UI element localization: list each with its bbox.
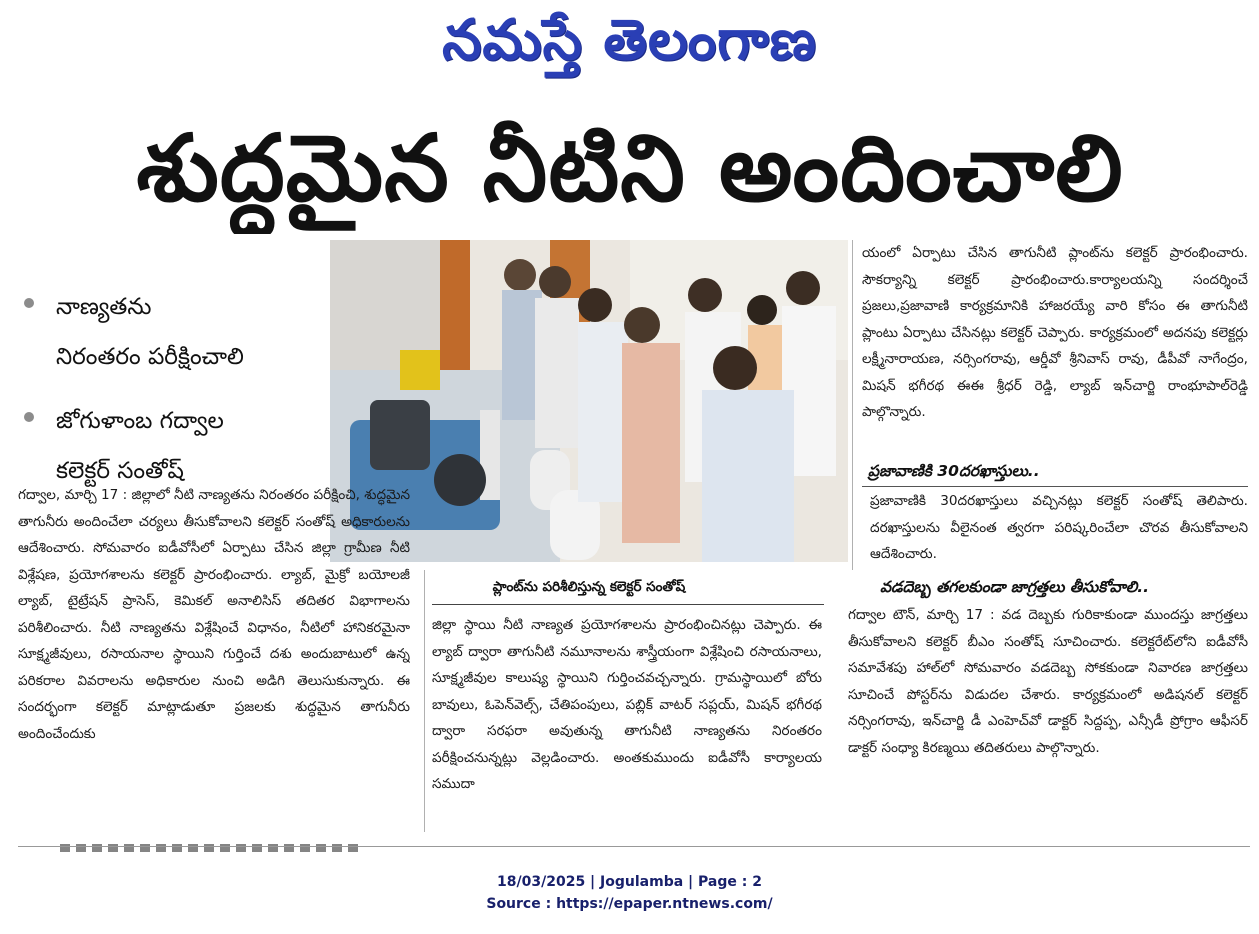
key-point-2	[20, 396, 320, 496]
key-points-list	[20, 282, 320, 510]
article-body-column-3: యంలో ఏర్పాటు చేసిన తాగునీటి ప్లాంట్‌ను కలెక్టర్ ప్రారంభించారు. సౌకర్యాన్ని కలెక్టర్ ప్రారంభించారు.కార్యాలయన్ని సందర్శించే ప్రజలు,ప్రజావాణి కార్యక్రమానికి హాజరయ్యే వారి కోసం ఈ తాగునీటి ప్లాంటు ఏర్పాటు చేసినట్లు కలెక్టర్ చెప్పారు. కార్యక్రమంలో అదనపు కలెక్టర్లు లక్ష్మీనారాయణ, నర్సింగరావు, ఆర్డీవో శ్రీనివాస్ రావు, డీపీవో నాగేంద్రం, మిషన్ భగీరథ ఈఈ శ్రీధర్ రెడ్డి, ల్యాబ్ ఇన్‌చార్జి రాంభూపాల్‌రెడ్డి పాల్గొన్నారు.	[862, 245, 1248, 420]
sub-heading-divider	[862, 486, 1248, 487]
newspaper-masthead: నమస్తే తెలంగాణ	[442, 8, 817, 73]
heatstroke-body: గద్వాల టౌన్, మార్చి 17 : వడ దెబ్బకు గురికాకుండా ముందస్తు జాగ్రత్తలు తీసుకోవాలని కలెక్టర్ బీఎం సంతోష్ సూచించారు. కలెక్టరేట్‌లోని ఐడీవోసీ సమావేశపు హాల్‌లో సోమవారం వడదెబ్బ సోకకుండా నివారణ జాగ్రత్తలు సూచించే పోస్టర్‌ను విడుదల చేశారు. కార్యక్రమంలో అడిషనల్ కలెక్టర్ నర్సింగరావు, ఇన్‌చార్జి డీ ఎంహెచ్‌వో డాక్టర్ సిద్దప్ప, ఎన్సీడీ ప్రోగ్రాం ఆఫీసర్ డాక్టర్ సంధ్యా కిరణ్మయి తదితరులు పాల్గొన్నారు.	[848, 607, 1248, 756]
photo-caption: ప్లాంట్‌ను పరిశీలిస్తున్న కలెక్టర్ సంతోష్	[492, 579, 686, 595]
article-body-column-1: గద్వాల, మార్చి 17 : జిల్లాలో నీటి నాణ్యతను నిరంతరం పరీక్షించి, శుద్ధమైన తాగునీరు అందించేలా చర్యలు తీసుకోవాలని కలెక్టర్ సంతోష్ అధికారులను ఆదేశించారు. సోమవారం ఐడీవోసీలో ఏర్పాటు చేసిన జిల్లా గ్రామీణ నీటి విశ్లేషణ, ప్రయోగశాలను కలెక్టర్ ప్రారంభించారు. ల్యాబ్, మైక్రో బయోలజీ ల్యాబ్, టైట్రేషన్ ప్రాసెస్, కెమికల్ అనాలిసిస్ తదితర విభాగాలను పరిశీలించారు. నీటి నాణ్యతను విశ్లేషించే విధానం, నీటిలో హానికరమైనా సూక్ష్మజీవులు, రసాయనాల స్థాయిని గుర్తించే దశు అందుబాటులో ఉన్న పరికరాల వివరాలను అధికారుల నుంచి అడిగి తెలుసుకున్నారు. ఈ సందర్భంగా కలెక్టర్ మాట్లాడుతూ ప్రజలకు శుద్ధమైన తాగునీరు అందించేందుకు	[18, 487, 410, 742]
sub-heading-grievances: ప్రజావాణికి 30దరఖాస్తులు..	[868, 462, 1040, 480]
article-body-column-2: జిల్లా స్థాయి నీటి నాణ్యత ప్రయోగశాలను ప్రారంభించినట్లు చెప్పారు. ఈ ల్యాబ్ ద్వారా తాగునీటి నమూనాలను శాస్త్రీయంగా విశ్లేషించి రసాయనాలు, సూక్ష్మజీవుల కాలుష్య స్థాయిని గుర్తించవచ్చన్నారు. గ్రామస్థాయిలో బోరు బావులు, ఓపెన్‌వెల్స్, చేతిపంపులు, పబ్లిక్ వాటర్ సప్లయ్, మిషన్ భగీరథ ద్వారా సరఫరా అవుతున్న తాగునీటి నాణ్యతను నిరంతరం పరీక్షించనున్నట్లు వెల్లడించారు. అంతకుముందు ఐడీవోసీ కార్యాలయ సముదా	[432, 617, 822, 792]
column-divider	[852, 240, 853, 570]
footer-source-link[interactable]: Source : https://epaper.ntnews.com/	[486, 896, 773, 912]
grievances-body: ప్రజావాణికి 30దరఖాస్తులు వచ్చినట్లు కలెక్టర్ సంతోష్ తెలిపారు. దరఖాస్తులను వీలైనంత త్వరగా పరిష్కరించేలా చొరవ తీసుకోవాలని ఆదేశించారు.	[870, 493, 1248, 562]
footer-date-line: 18/03/2025 | Jogulamba | Page : 2	[497, 874, 762, 890]
sub-heading-heatstroke: వడదెబ్బ తగలకుండా జాగ్రత్తలు తీసుకోవాలి..	[880, 578, 1149, 596]
article-headline: శుద్ధమైన నీటిని అందించాలి	[136, 115, 1124, 222]
bullet-dot-icon	[24, 412, 34, 422]
key-point-text: జోగుళాంబ గద్వాల కలెక్టర్ సంతోష్	[56, 408, 224, 484]
key-point-1	[20, 282, 320, 382]
page-bottom-divider	[18, 846, 1250, 847]
caption-divider	[432, 604, 824, 605]
bullet-dot-icon	[24, 298, 34, 308]
column-divider	[424, 570, 425, 832]
key-point-text: నాణ్యతను నిరంతరం పరీక్షించాలి	[56, 294, 244, 370]
